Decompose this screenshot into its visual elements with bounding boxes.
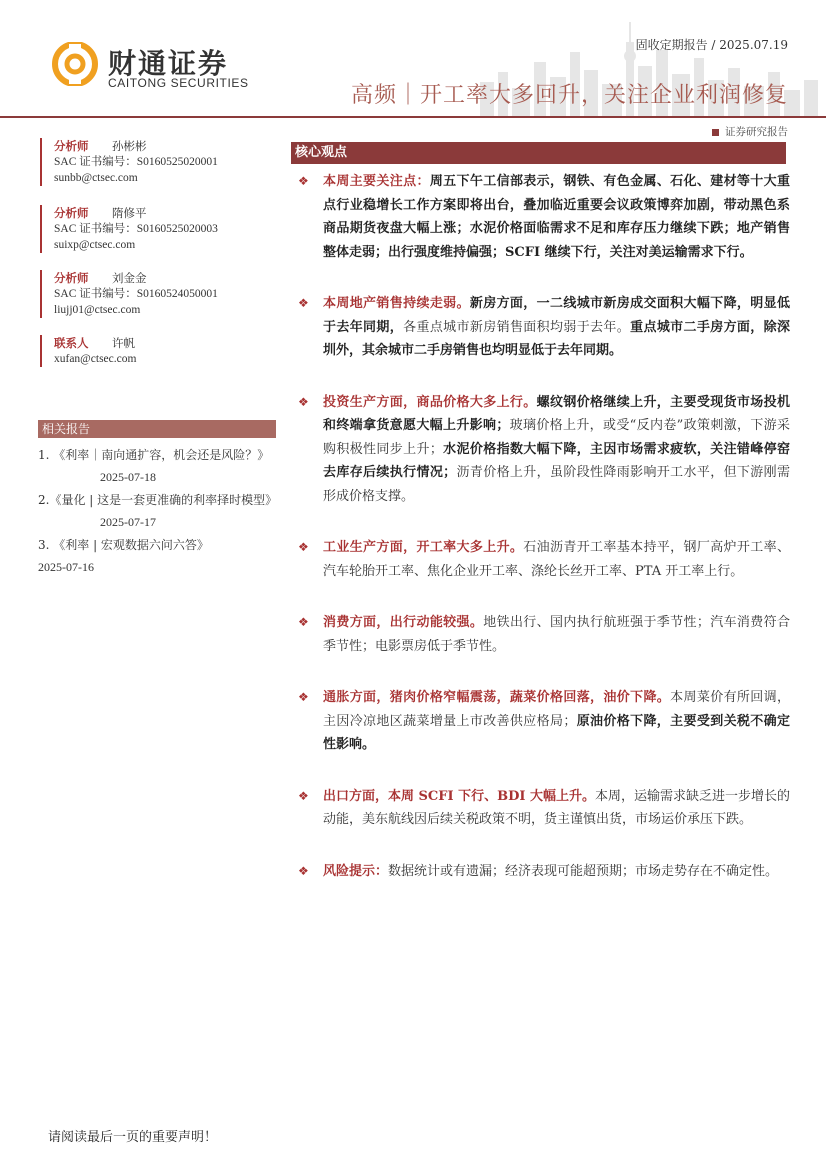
diamond-bullet-icon: ❖ [298, 863, 309, 878]
analyst-card [40, 205, 294, 253]
diamond-bullet-icon: ❖ [298, 540, 309, 554]
bullet-text: 本周，运输需求缺乏进一步增长的动能，美东航线因后续关税政策不明，货主谨慎出货，市场运价承压下跌。 [323, 788, 790, 827]
report-category [712, 124, 788, 139]
related-report-item[interactable] [38, 534, 276, 578]
header-divider [0, 116, 826, 118]
bullet-lead: 通胀方面，猪肉价格窄幅震荡，蔬菜价格回落，油价下降。 [323, 690, 671, 705]
bullet-text: 石油沥青开工率基本持平，钢厂高炉开工率、汽车轮胎开工率、焦化企业开工率、涤纶长丝开工率、PTA 开工率上行。 [323, 540, 790, 579]
analyst-role: 分析师 [54, 271, 89, 285]
analyst-cert: SAC 证书编号：S0160524050001 [54, 288, 218, 300]
bullet-bold-text: 螺纹钢价格继续上升，主要受现货市场投机和终端拿货意愿大幅上升影响； [323, 394, 790, 433]
analyst-email[interactable]: suixp@ctsec.com [54, 239, 136, 251]
diamond-bullet-icon: ❖ [298, 394, 309, 409]
brand-name-en: CAITONG SECURITIES [108, 76, 249, 90]
footer-disclaimer-note: 请阅读最后一页的重要声明！ [48, 1130, 218, 1145]
core-bullet [296, 611, 790, 658]
analyst-name: 刘金金 [112, 271, 147, 285]
analyst-cert: SAC 证书编号：S0160525020001 [54, 156, 218, 168]
related-report-title[interactable]: 1. 《利率｜南向通扩容，机会还是风险？》 [38, 448, 270, 462]
bullet-text: 沥青价格上升，虽阶段性降雨影响开工水平，但下游刚需形成价格支撑。 [323, 465, 790, 504]
bullet-bold-text: 水泥价格指数大幅下降，主因市场需求疲软，关注错峰停窑去库存后续执行情况； [323, 441, 790, 480]
related-report-date: 2025-07-17 [100, 515, 156, 529]
bullet-text: 玻璃价格上升，或受“反内卷”政策刺激，下游采购积极性同步上升； [323, 418, 790, 457]
bullet-bold-text: 周五下午工信部表示，钢铁、有色金属、石化、建材等十大重点行业稳增长工作方案即将出台，叠加临近重要会议政策博弈加剧，带动黑色系商品期货夜盘大幅上涨；水泥价格面临需求不足和库存压力继续下跌；地产销售整体走弱；出行强度维持偏强；SCFI 继续下行，关注对美运输需求下行。 [323, 174, 790, 260]
bullet-lead: 消费方面，出行动能较强。 [323, 615, 484, 630]
analyst-name: 孙彬彬 [112, 139, 147, 153]
core-bullet [296, 686, 790, 757]
core-bullet [296, 860, 790, 884]
related-report-item[interactable] [38, 489, 276, 533]
bullet-lead: 出口方面，本周 SCFI 下行、BDI 大幅上升。 [323, 788, 595, 804]
core-views-list [296, 170, 790, 883]
contact-card [40, 335, 294, 367]
related-reports-list [38, 444, 276, 579]
related-report-date: 2025-07-18 [100, 470, 156, 484]
core-bullet [296, 785, 790, 832]
related-report-date: 2025-07-16 [38, 560, 94, 574]
bullet-bold-text: 新房方面，一二线城市新房成交面积大幅下降，明显低于去年同期， [323, 296, 790, 335]
contact-role: 联系人 [54, 336, 89, 350]
report-title: 高频｜开工率大多回升，关注企业利润修复 [350, 83, 788, 108]
caitong-logo-icon [50, 42, 100, 86]
analyst-role: 分析师 [54, 139, 89, 153]
related-reports-title: 相关报告 [38, 420, 276, 438]
bullet-text: 数据统计或有遗漏；经济表现可能超预期；市场走势存在不确定性。 [388, 863, 779, 879]
bullet-lead: 本周地产销售持续走弱。 [323, 296, 470, 311]
bullet-text: 本周菜价有所回调，主因冷凉地区蔬菜增量上市改善供应格局； [323, 690, 790, 729]
core-bullet [296, 391, 790, 509]
analyst-cert: SAC 证书编号：S0160525020003 [54, 223, 218, 235]
core-bullet [296, 170, 790, 264]
bullet-lead: 投资生产方面，商品价格大多上行。 [323, 394, 537, 410]
diamond-bullet-icon: ❖ [298, 296, 309, 310]
contact-email[interactable]: xufan@ctsec.com [54, 353, 137, 365]
bullet-lead: 风险提示： [323, 863, 389, 879]
diamond-bullet-icon: ❖ [298, 788, 309, 803]
related-report-title[interactable]: 3. 《利率 | 宏观数据六问六答》 [38, 538, 209, 552]
document-meta: 固收定期报告 / 2025.07.19 [635, 38, 788, 52]
analyst-card [40, 138, 294, 186]
core-bullet [296, 292, 790, 363]
diamond-bullet-icon: ❖ [298, 174, 309, 188]
category-square-icon [712, 129, 719, 136]
analyst-role: 分析师 [54, 206, 89, 220]
core-views-header: 核心观点 [291, 142, 786, 164]
related-report-title[interactable]: 2.《量化 | 这是一套更准确的利率择时模型》 [38, 493, 278, 507]
analyst-email[interactable]: sunbb@ctsec.com [54, 172, 138, 184]
bullet-bold-text: 原油价格下降，主要受到关税不确定性影响。 [323, 713, 790, 752]
related-report-item[interactable] [38, 444, 276, 488]
analyst-email[interactable]: liujj01@ctsec.com [54, 304, 141, 316]
bullet-text: 各重点城市新房销售面积均弱于去年。 [403, 319, 631, 335]
bullet-bold-text: 重点城市二手房方面，除深圳外，其余城市二手房销售也均明显低于去年同期。 [323, 319, 790, 358]
brand-name-cn: 财通证券 [108, 47, 229, 80]
core-bullet [296, 536, 790, 583]
analyst-name: 隋修平 [112, 206, 147, 220]
diamond-bullet-icon: ❖ [298, 615, 309, 629]
bullet-text: 地铁出行、国内执行航班强于季节性；汽车消费符合季节性；电影票房低于季节性。 [323, 615, 790, 654]
bullet-lead: 工业生产方面，开工率大多上升。 [323, 540, 524, 555]
bullet-lead: 本周主要关注点： [323, 174, 430, 189]
diamond-bullet-icon: ❖ [298, 690, 309, 704]
contact-name: 许帆 [112, 336, 135, 350]
analyst-card [40, 270, 294, 318]
category-label: 证券研究报告 [725, 126, 788, 138]
